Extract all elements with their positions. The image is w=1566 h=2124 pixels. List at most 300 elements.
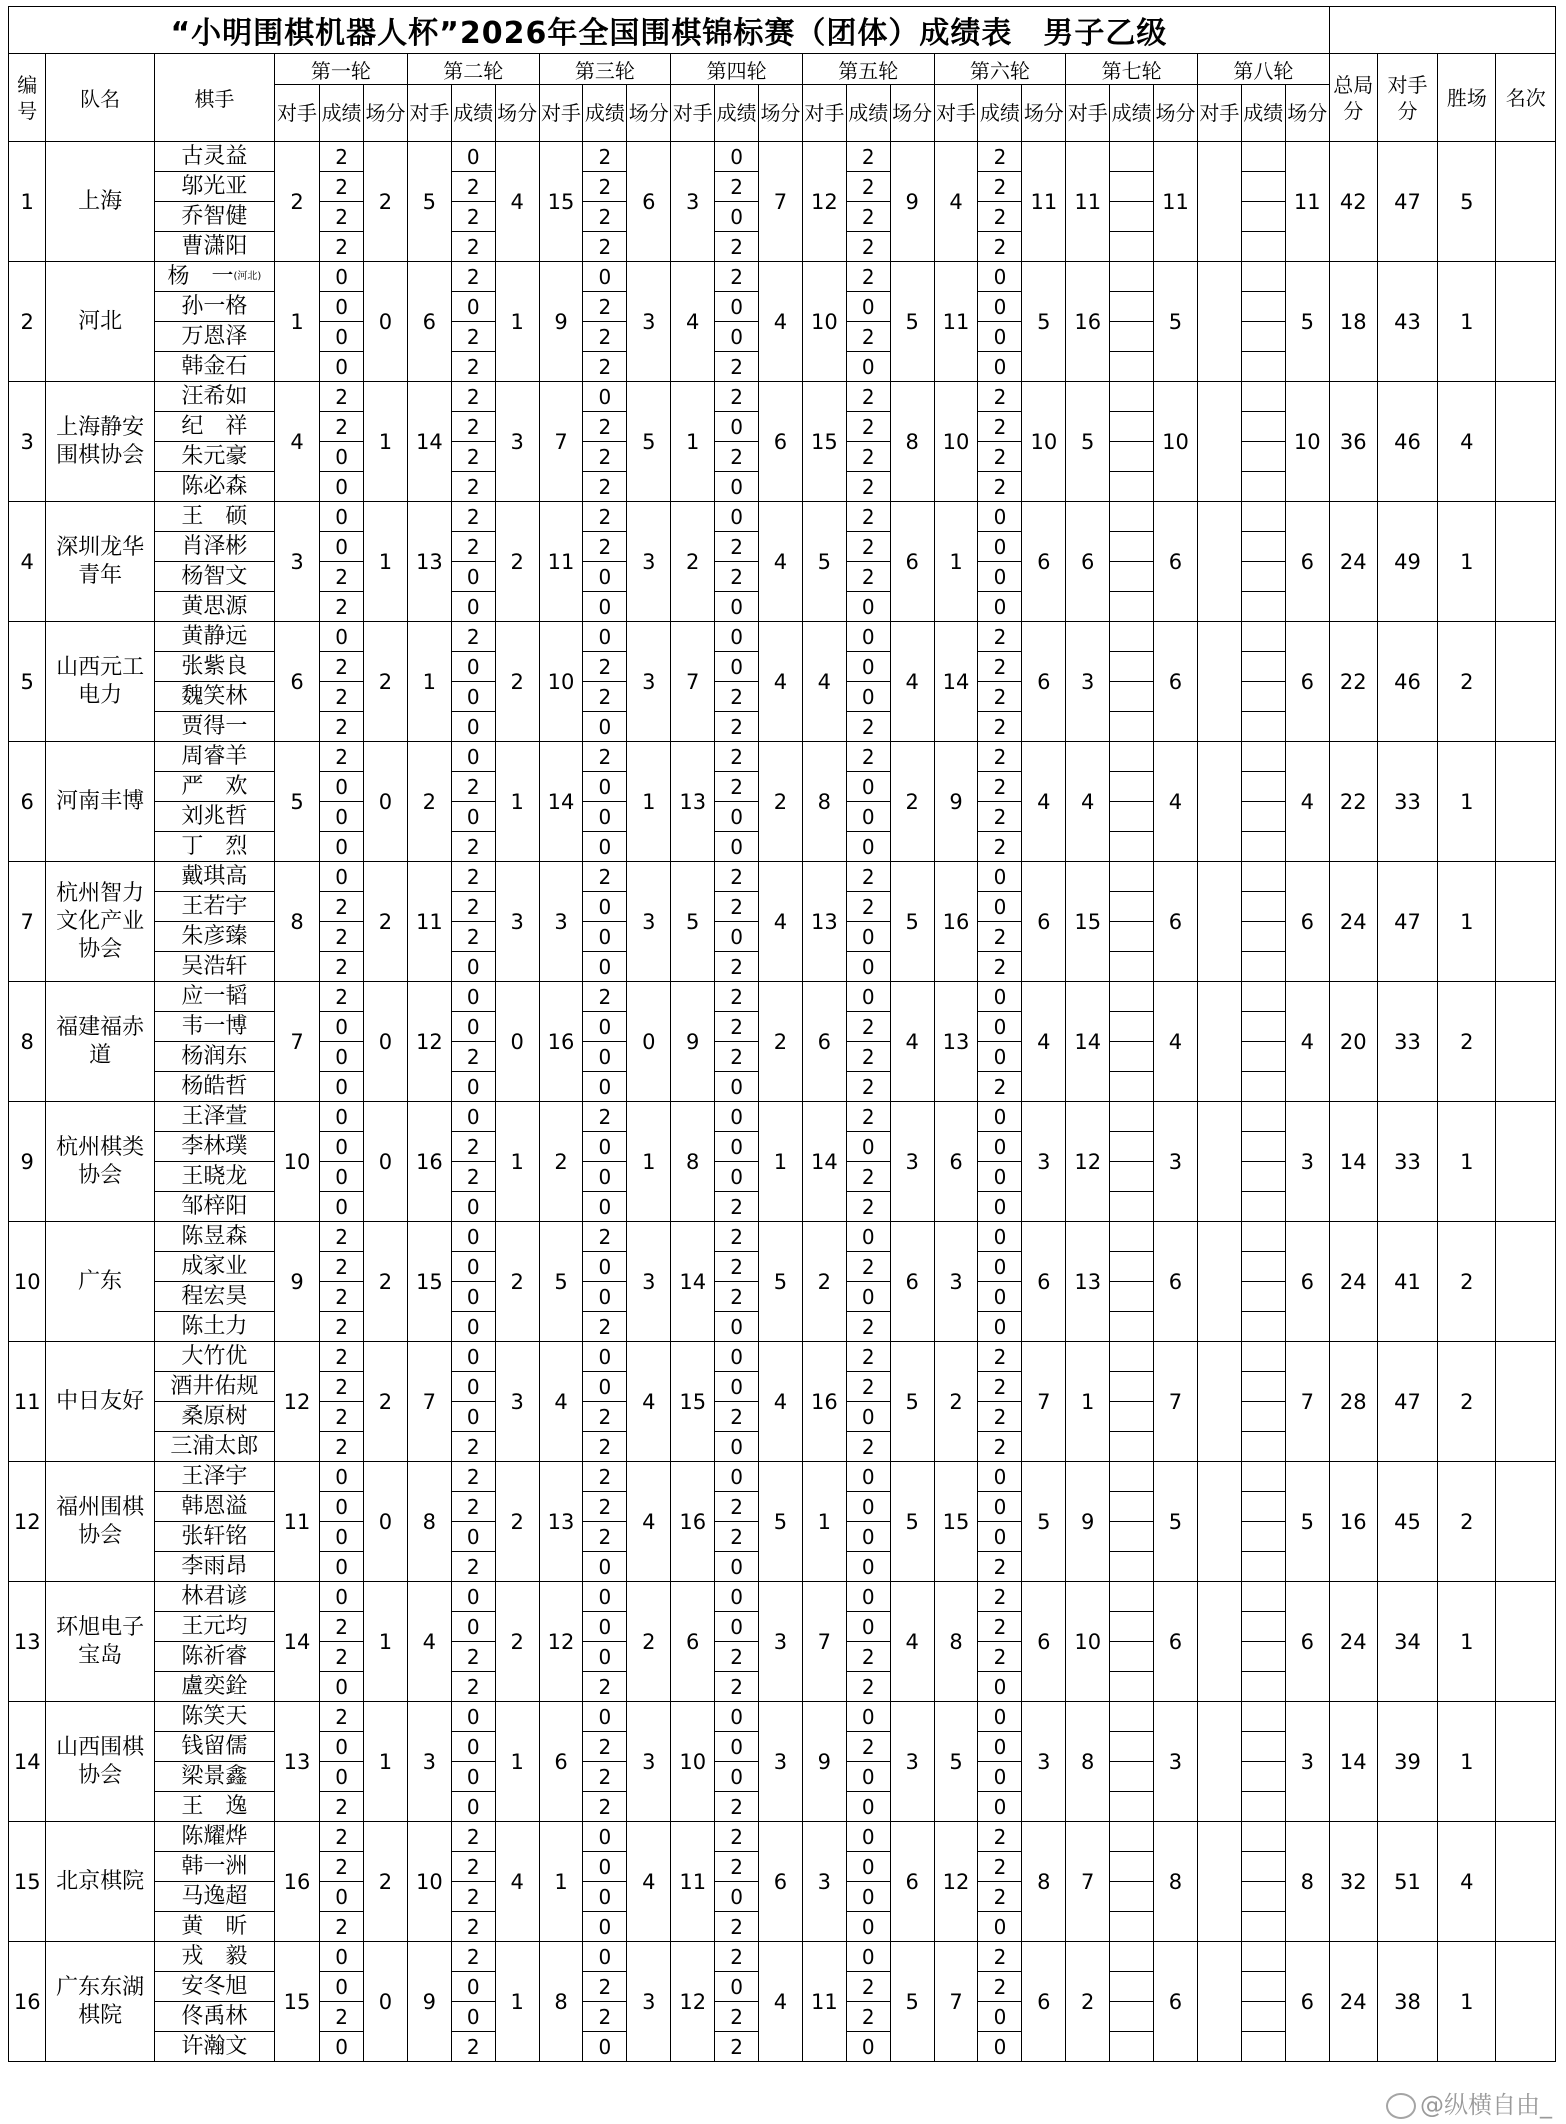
round-opponent: 6	[274, 622, 319, 742]
round-opponent: 9	[539, 262, 583, 382]
round-result: 0	[451, 1582, 495, 1612]
round-result: 2	[451, 1942, 495, 1972]
round-result: 0	[451, 1312, 495, 1342]
player-name-text: 王泽宇	[181, 1463, 248, 1489]
round-result	[1241, 1012, 1285, 1042]
round-result: 2	[715, 2002, 759, 2032]
player-name-text: 安冬旭	[181, 1973, 248, 1999]
round-result	[1110, 1852, 1154, 1882]
round-result: 2	[451, 502, 495, 532]
round-opponent: 6	[671, 1582, 715, 1702]
round-opponent: 16	[1066, 262, 1110, 382]
opponent-points: 33	[1377, 982, 1438, 1102]
round-result: 2	[583, 682, 627, 712]
round-opponent: 3	[934, 1222, 978, 1342]
weibo-logo-icon	[1386, 2093, 1416, 2119]
player-name-text: 大竹优	[181, 1343, 248, 1369]
round-result	[1241, 922, 1285, 952]
round-result: 0	[715, 1762, 759, 1792]
round-opponent: 4	[407, 1582, 451, 1702]
player-name	[154, 262, 274, 292]
header-team: 队名	[46, 54, 154, 142]
round-result: 0	[978, 1192, 1022, 1222]
player-name-text: 王晓龙	[181, 1163, 248, 1189]
round-points: 5	[1022, 1462, 1066, 1582]
round-points: 1	[495, 1942, 539, 2062]
round-opponent: 16	[802, 1342, 846, 1462]
header-result: 成绩	[320, 85, 364, 142]
round-opponent: 4	[671, 262, 715, 382]
round-result: 0	[320, 1582, 364, 1612]
round-result: 0	[320, 1762, 364, 1792]
round-result	[1241, 1582, 1285, 1612]
round-result: 2	[846, 412, 890, 442]
round-result: 2	[715, 1402, 759, 1432]
round-points: 6	[759, 1822, 803, 1942]
player-name	[154, 1042, 274, 1072]
round-result	[1110, 592, 1154, 622]
round-result: 0	[451, 592, 495, 622]
player-name-text: 酒井佑规	[170, 1373, 259, 1399]
round-points: 3	[627, 502, 671, 622]
round-result: 0	[715, 652, 759, 682]
player-name-text: 黄思源	[181, 593, 248, 619]
player-name-text: 陈耀烨	[181, 1823, 248, 1849]
team-name: 福建福赤道	[46, 982, 154, 1102]
opponent-points: 33	[1377, 742, 1438, 862]
table-row	[9, 1342, 1556, 1372]
player-name	[154, 502, 274, 532]
total-game-points: 36	[1329, 382, 1377, 502]
round-result	[1110, 952, 1154, 982]
player-name-text: 陈笑天	[181, 1703, 248, 1729]
round-result	[1110, 1672, 1154, 1702]
round-result	[1110, 1612, 1154, 1642]
round-result: 2	[583, 1492, 627, 1522]
player-name	[154, 1582, 274, 1612]
round-opponent: 13	[407, 502, 451, 622]
round-result: 2	[978, 232, 1022, 262]
header-round-1: 第一轮	[274, 54, 407, 85]
round-result: 0	[715, 1732, 759, 1762]
round-points: 2	[364, 1342, 408, 1462]
round-points: 1	[364, 1582, 408, 1702]
round-result: 2	[715, 1852, 759, 1882]
round-result: 2	[320, 1822, 364, 1852]
table-row	[9, 982, 1556, 1012]
player-name	[154, 622, 274, 652]
round-opponent: 8	[671, 1102, 715, 1222]
player-name-text: 古灵益	[181, 143, 248, 169]
round-result	[1110, 1402, 1154, 1432]
round-result: 0	[978, 322, 1022, 352]
round-result: 2	[846, 1162, 890, 1192]
round-result: 2	[978, 1552, 1022, 1582]
round-opponent: 15	[1066, 862, 1110, 982]
round-result: 2	[846, 1012, 890, 1042]
round-result	[1241, 202, 1285, 232]
wins-count: 1	[1438, 1702, 1496, 1822]
round-result: 0	[715, 202, 759, 232]
round-result: 2	[320, 1612, 364, 1642]
total-game-points: 16	[1329, 1462, 1377, 1582]
round-opponent: 2	[1066, 1942, 1110, 2062]
team-name: 福州围棋协会	[46, 1462, 154, 1582]
round-result: 0	[451, 2002, 495, 2032]
header-opponent: 对手	[934, 85, 978, 142]
round-opponent: 9	[274, 1222, 319, 1342]
round-result: 0	[978, 502, 1022, 532]
round-opponent: 11	[539, 502, 583, 622]
round-result: 0	[583, 1552, 627, 1582]
rank	[1496, 1222, 1556, 1342]
round-result: 2	[846, 1732, 890, 1762]
player-name	[154, 472, 274, 502]
round-result	[1110, 772, 1154, 802]
round-result: 0	[583, 1042, 627, 1072]
round-opponent: 13	[671, 742, 715, 862]
round-result: 2	[583, 2002, 627, 2032]
player-name-text: 朱元豪	[181, 443, 248, 469]
round-opponent: 1	[671, 382, 715, 502]
round-opponent: 16	[539, 982, 583, 1102]
round-result: 0	[583, 832, 627, 862]
header-opp-total: 对手分	[1377, 54, 1438, 142]
round-result: 2	[978, 142, 1022, 172]
round-result: 2	[451, 1912, 495, 1942]
total-game-points: 24	[1329, 502, 1377, 622]
round-opponent: 7	[539, 382, 583, 502]
round-opponent	[1197, 622, 1241, 742]
round-result	[1241, 502, 1285, 532]
round-opponent: 4	[1066, 742, 1110, 862]
round-opponent: 3	[802, 1822, 846, 1942]
total-game-points: 22	[1329, 742, 1377, 862]
round-result: 0	[320, 862, 364, 892]
round-result: 2	[846, 562, 890, 592]
player-name	[154, 1702, 274, 1732]
round-result	[1241, 1642, 1285, 1672]
round-opponent: 15	[407, 1222, 451, 1342]
opponent-points: 33	[1377, 1102, 1438, 1222]
round-result	[1110, 352, 1154, 382]
round-result: 0	[715, 802, 759, 832]
wins-count: 2	[1438, 1342, 1496, 1462]
round-points: 4	[1154, 742, 1198, 862]
round-result: 2	[320, 172, 364, 202]
round-result	[1241, 1972, 1285, 2002]
round-opponent: 12	[274, 1342, 319, 1462]
round-points: 6	[1285, 1222, 1329, 1342]
round-points: 6	[1022, 1222, 1066, 1342]
round-points: 2	[364, 862, 408, 982]
round-result: 2	[320, 382, 364, 412]
round-result: 0	[320, 1102, 364, 1132]
round-result	[1110, 682, 1154, 712]
round-opponent: 7	[671, 622, 715, 742]
round-result: 2	[320, 1342, 364, 1372]
team-number: 1	[9, 142, 46, 262]
round-result: 0	[583, 1252, 627, 1282]
round-result: 2	[451, 1492, 495, 1522]
round-result: 2	[846, 532, 890, 562]
round-result: 2	[451, 622, 495, 652]
player-name	[154, 922, 274, 952]
round-result: 0	[451, 1282, 495, 1312]
round-result: 0	[583, 772, 627, 802]
round-points: 1	[495, 262, 539, 382]
round-result: 0	[320, 1072, 364, 1102]
round-result: 0	[715, 1582, 759, 1612]
round-result: 0	[320, 1882, 364, 1912]
round-result: 0	[320, 1552, 364, 1582]
round-result	[1241, 832, 1285, 862]
round-opponent	[1197, 1342, 1241, 1462]
round-result: 0	[978, 292, 1022, 322]
round-result: 0	[320, 1522, 364, 1552]
team-name: 上海静安围棋协会	[46, 382, 154, 502]
round-points: 4	[890, 622, 934, 742]
round-result: 0	[846, 1852, 890, 1882]
round-opponent: 14	[671, 1222, 715, 1342]
round-result: 2	[978, 682, 1022, 712]
round-result	[1241, 292, 1285, 322]
round-result: 2	[978, 1372, 1022, 1402]
round-result: 0	[978, 1312, 1022, 1342]
round-result: 0	[846, 682, 890, 712]
table-row	[9, 1582, 1556, 1612]
round-points: 6	[1154, 1582, 1198, 1702]
round-result: 0	[320, 1492, 364, 1522]
round-opponent	[1197, 1582, 1241, 1702]
player-name	[154, 202, 274, 232]
round-result: 0	[583, 1072, 627, 1102]
table-row	[9, 1942, 1556, 1972]
round-opponent: 11	[802, 1942, 846, 2062]
round-opponent: 2	[539, 1102, 583, 1222]
round-points: 6	[890, 1822, 934, 1942]
round-opponent: 5	[671, 862, 715, 982]
round-result: 2	[715, 1012, 759, 1042]
round-result: 0	[451, 1612, 495, 1642]
round-result: 2	[715, 2032, 759, 2062]
round-result	[1110, 1552, 1154, 1582]
round-result: 2	[583, 172, 627, 202]
title-blank-cell	[1329, 7, 1555, 54]
round-result: 0	[583, 1702, 627, 1732]
round-result	[1110, 652, 1154, 682]
round-result: 2	[451, 2032, 495, 2062]
round-result: 2	[978, 1852, 1022, 1882]
round-points: 8	[1285, 1822, 1329, 1942]
player-name	[154, 712, 274, 742]
round-result: 0	[715, 622, 759, 652]
player-name-text: 盧奕銓	[181, 1673, 248, 1699]
header-number: 编号	[9, 54, 46, 142]
header-round-6: 第六轮	[934, 54, 1066, 85]
round-points: 3	[1022, 1102, 1066, 1222]
round-result	[1241, 712, 1285, 742]
round-result	[1110, 2032, 1154, 2062]
player-name	[154, 1492, 274, 1522]
team-name: 杭州棋类协会	[46, 1102, 154, 1222]
page-title: “小明围棋机器人杯”2026年全国围棋锦标赛（团体）成绩表 男子乙级	[9, 7, 1330, 54]
round-result: 2	[320, 142, 364, 172]
round-result: 2	[320, 232, 364, 262]
wins-count: 5	[1438, 142, 1496, 262]
round-result: 2	[320, 652, 364, 682]
round-result: 2	[978, 1072, 1022, 1102]
round-result: 0	[715, 412, 759, 442]
round-result: 2	[846, 472, 890, 502]
round-points: 11	[1285, 142, 1329, 262]
round-result: 2	[715, 442, 759, 472]
round-points: 8	[1022, 1822, 1066, 1942]
wins-count: 2	[1438, 622, 1496, 742]
round-result: 0	[320, 622, 364, 652]
round-result	[1110, 1312, 1154, 1342]
round-result: 0	[583, 1582, 627, 1612]
round-result: 2	[715, 382, 759, 412]
round-points: 0	[364, 1102, 408, 1222]
round-points: 5	[627, 382, 671, 502]
round-result: 0	[846, 952, 890, 982]
round-points: 2	[495, 502, 539, 622]
round-points: 2	[759, 742, 803, 862]
round-result: 2	[978, 622, 1022, 652]
round-opponent: 7	[802, 1582, 846, 1702]
round-result	[1110, 1972, 1154, 2002]
round-result: 0	[846, 2032, 890, 2062]
round-result: 2	[715, 892, 759, 922]
round-opponent: 5	[539, 1222, 583, 1342]
round-opponent	[1197, 862, 1241, 982]
round-result: 0	[451, 742, 495, 772]
round-points: 8	[1154, 1822, 1198, 1942]
header-result: 成绩	[715, 85, 759, 142]
round-result: 2	[583, 412, 627, 442]
round-result: 2	[846, 892, 890, 922]
round-result: 2	[451, 1852, 495, 1882]
player-name	[154, 322, 274, 352]
round-result: 0	[583, 1822, 627, 1852]
round-points: 4	[1022, 982, 1066, 1102]
results-table	[8, 6, 1556, 2062]
round-result: 2	[846, 1972, 890, 2002]
round-result: 2	[846, 1432, 890, 1462]
round-result: 2	[320, 1222, 364, 1252]
player-name	[154, 1252, 274, 1282]
header-opponent: 对手	[274, 85, 319, 142]
round-points: 1	[364, 502, 408, 622]
round-points: 4	[759, 1942, 803, 2062]
round-points: 2	[890, 742, 934, 862]
round-opponent: 10	[934, 382, 978, 502]
player-name-text: 王元均	[181, 1613, 248, 1639]
team-number: 8	[9, 982, 46, 1102]
round-result: 2	[846, 232, 890, 262]
player-name-text: 王若宇	[181, 893, 248, 919]
round-opponent: 2	[274, 142, 319, 262]
player-name	[154, 1012, 274, 1042]
round-result: 2	[583, 352, 627, 382]
player-name-text: 曹潇阳	[181, 233, 248, 259]
round-result	[1241, 592, 1285, 622]
player-name	[154, 1552, 274, 1582]
player-name	[154, 772, 274, 802]
wins-count: 1	[1438, 1102, 1496, 1222]
round-points: 3	[627, 862, 671, 982]
round-result: 0	[715, 1702, 759, 1732]
player-name	[154, 1972, 274, 2002]
rank	[1496, 1462, 1556, 1582]
round-result: 0	[846, 1552, 890, 1582]
round-result: 2	[978, 172, 1022, 202]
round-points: 6	[1154, 1222, 1198, 1342]
round-points: 6	[1285, 1942, 1329, 2062]
header-round-7: 第七轮	[1066, 54, 1198, 85]
round-result: 0	[715, 1432, 759, 1462]
opponent-points: 43	[1377, 262, 1438, 382]
round-result: 0	[715, 322, 759, 352]
round-result: 2	[715, 772, 759, 802]
round-opponent: 12	[539, 1582, 583, 1702]
round-result: 0	[583, 1192, 627, 1222]
results-sheet	[8, 6, 1556, 2062]
round-opponent: 12	[1066, 1102, 1110, 1222]
round-result: 2	[583, 1522, 627, 1552]
table-row	[9, 862, 1556, 892]
player-name-text: 孙一格	[181, 293, 248, 319]
round-result: 0	[320, 772, 364, 802]
round-result: 0	[320, 442, 364, 472]
round-points: 4	[890, 1582, 934, 1702]
round-result: 2	[451, 862, 495, 892]
round-result: 2	[978, 1642, 1022, 1672]
round-points: 3	[627, 262, 671, 382]
round-result	[1110, 262, 1154, 292]
round-points: 2	[364, 142, 408, 262]
round-points: 3	[627, 1702, 671, 1822]
round-result: 0	[978, 1732, 1022, 1762]
team-number: 12	[9, 1462, 46, 1582]
round-result	[1241, 952, 1285, 982]
player-name	[154, 1192, 274, 1222]
round-points: 3	[627, 1942, 671, 2062]
header-opponent: 对手	[407, 85, 451, 142]
round-result: 2	[583, 532, 627, 562]
round-opponent: 6	[407, 262, 451, 382]
round-result	[1110, 1732, 1154, 1762]
round-result: 0	[583, 712, 627, 742]
round-result: 0	[320, 1192, 364, 1222]
round-opponent: 7	[274, 982, 319, 1102]
round-result: 0	[320, 262, 364, 292]
round-result: 0	[846, 292, 890, 322]
round-result: 0	[320, 832, 364, 862]
round-points: 0	[627, 982, 671, 1102]
round-result: 0	[715, 1132, 759, 1162]
round-points: 2	[759, 982, 803, 1102]
round-result: 2	[583, 472, 627, 502]
round-result: 2	[320, 982, 364, 1012]
round-opponent: 5	[1066, 382, 1110, 502]
round-result	[1241, 532, 1285, 562]
round-result: 0	[715, 1612, 759, 1642]
round-points: 4	[759, 502, 803, 622]
round-result: 2	[978, 442, 1022, 472]
team-name: 北京棋院	[46, 1822, 154, 1942]
